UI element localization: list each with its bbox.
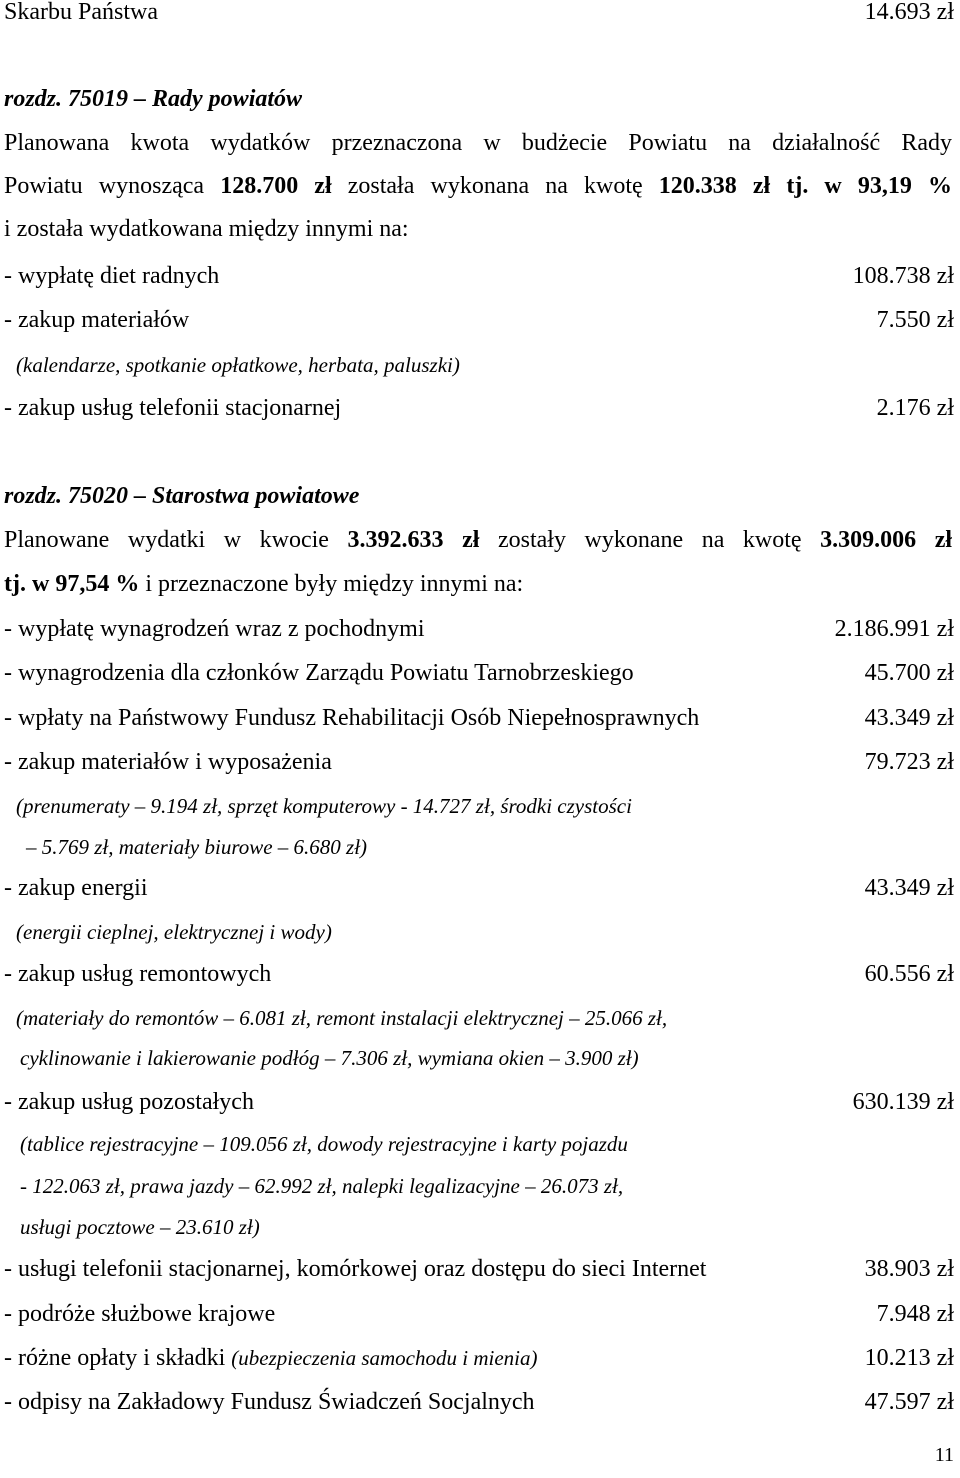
expense-label: - wypłatę wynagrodzeń wraz z pochodnymi	[4, 616, 425, 642]
note-text: (kalendarze, spotkanie opłatkowe, herbata, paluszki)	[16, 353, 460, 377]
planned-amount: 128.700 zł	[220, 173, 332, 199]
expense-amount: 79.723 zł	[864, 749, 954, 775]
expense-label: - wynagrodzenia dla członków Zarządu Powiatu Tarnobrzeskiego	[4, 660, 634, 686]
expense-label: - zakup materiałów i wyposażenia	[4, 749, 332, 775]
expense-label: - zakup energii	[4, 875, 148, 901]
expense-amount: 38.903 zł	[864, 1256, 954, 1282]
note-text: - 122.063 zł, prawa jazdy – 62.992 zł, nalepki legalizacyjne – 26.073 zł,	[20, 1174, 624, 1198]
section-heading-75020	[0, 478, 960, 514]
executed-amount: 120.338 zł tj. w 93,19 %	[658, 173, 952, 199]
expense-item	[0, 655, 960, 691]
expense-item	[0, 390, 960, 426]
expense-note	[0, 914, 960, 950]
expense-item	[0, 611, 960, 647]
execution-percent: tj. w 97,54 %	[4, 571, 140, 597]
carryover-label: Skarbu Państwa	[4, 0, 158, 25]
text-fragment: i została wydatkowana między innymi na:	[4, 216, 409, 242]
section-heading-text: rozdz. 75020 – Starostwa powiatowe	[4, 483, 360, 509]
carryover-amount: 14.693 zł	[864, 0, 954, 25]
expense-amount: 10.213 zł	[864, 1345, 954, 1371]
page-number: 11	[934, 1444, 954, 1466]
expense-note	[0, 347, 960, 383]
expense-label: - zakup usług remontowych	[4, 961, 272, 987]
expense-amount: 45.700 zł	[864, 660, 954, 686]
expense-amount: 630.139 zł	[852, 1089, 954, 1115]
section1-paragraph-line2	[4, 168, 952, 204]
expense-amount: 7.550 zł	[876, 307, 954, 333]
text-fragment: - różne opłaty i składki	[4, 1345, 232, 1371]
expense-item	[0, 258, 960, 294]
expense-amount: 47.597 zł	[864, 1389, 954, 1415]
expense-label: - wpłaty na Państwowy Fundusz Rehabilitacji Osób Niepełnosprawnych	[4, 705, 700, 731]
expense-item	[0, 302, 960, 338]
expense-item	[0, 744, 960, 780]
note-text: (energii cieplnej, elektrycznej i wody)	[16, 920, 332, 944]
expense-amount: 2.186.991 zł	[834, 616, 954, 642]
section-heading-text: rozdz. 75019 – Rady powiatów	[4, 86, 303, 112]
expense-note	[0, 1209, 960, 1245]
note-text: (prenumeraty – 9.194 zł, sprzęt komputerowy - 14.727 zł, środki czystości	[16, 794, 632, 818]
expense-item	[0, 1296, 960, 1332]
expense-label: - podróże służbowe krajowe	[4, 1301, 276, 1327]
carryover-line	[0, 0, 960, 30]
section2-paragraph-line2	[0, 566, 960, 602]
note-text: (ubezpieczenia samochodu i mienia)	[231, 1346, 538, 1370]
expense-item	[0, 1384, 960, 1420]
expense-amount: 7.948 zł	[876, 1301, 954, 1327]
expense-item	[0, 956, 960, 992]
expense-label	[4, 1340, 537, 1376]
expense-note	[0, 1126, 960, 1162]
expense-amount: 43.349 zł	[864, 705, 954, 731]
expense-note	[0, 829, 960, 865]
note-text: usługi pocztowe – 23.610 zł)	[20, 1215, 260, 1239]
expense-label: - zakup usług pozostałych	[4, 1089, 254, 1115]
section1-paragraph-line3	[0, 211, 960, 247]
expense-note	[0, 1000, 960, 1036]
text-fragment: zostały wykonane na kwotę	[479, 527, 821, 553]
expense-amount: 108.738 zł	[852, 263, 954, 289]
text-fragment: została wykonana na kwotę	[331, 173, 659, 199]
planned-amount: 3.392.633 zł	[347, 527, 480, 553]
expense-item	[0, 870, 960, 906]
expense-note	[0, 1040, 960, 1076]
text-fragment	[4, 566, 523, 602]
expense-amount: 43.349 zł	[864, 875, 954, 901]
executed-amount: 3.309.006 zł	[820, 527, 953, 553]
note-text: (tablice rejestracyjne – 109.056 zł, dowody rejestracyjne i karty pojazdu	[20, 1132, 628, 1156]
expense-note	[0, 1168, 960, 1204]
expense-item	[0, 700, 960, 736]
expense-item	[0, 1340, 960, 1376]
note-text: cyklinowanie i lakierowanie podłóg – 7.306 zł, wymiana okien – 3.900 zł)	[20, 1046, 639, 1070]
section-heading-75019	[0, 81, 960, 117]
expense-label: - usługi telefonii stacjonarnej, komórkowej oraz dostępu do sieci Internet	[4, 1256, 707, 1282]
section1-paragraph-line1: Planowana kwota wydatków przeznaczona w budżecie Powiatu na działalność Rady	[4, 130, 952, 156]
expense-label: - wypłatę diet radnych	[4, 263, 220, 289]
expense-amount: 2.176 zł	[876, 395, 954, 421]
text-fragment: i przeznaczone były między innymi na:	[139, 571, 524, 597]
text-fragment: Planowane wydatki w kwocie	[4, 527, 348, 553]
section2-paragraph-line1	[4, 522, 952, 558]
expense-label: - odpisy na Zakładowy Fundusz Świadczeń Socjalnych	[4, 1389, 535, 1415]
note-text: (materiały do remontów – 6.081 zł, remont instalacji elektrycznej – 25.066 zł,	[16, 1006, 668, 1030]
expense-label: - zakup usług telefonii stacjonarnej	[4, 395, 342, 421]
expense-item	[0, 1251, 960, 1287]
expense-item	[0, 1084, 960, 1120]
text-fragment: Powiatu wynosząca	[4, 173, 221, 199]
expense-note	[0, 788, 960, 824]
note-text: – 5.769 zł, materiały biurowe – 6.680 zł)	[26, 835, 368, 859]
expense-amount: 60.556 zł	[864, 961, 954, 987]
expense-label: - zakup materiałów	[4, 307, 190, 333]
